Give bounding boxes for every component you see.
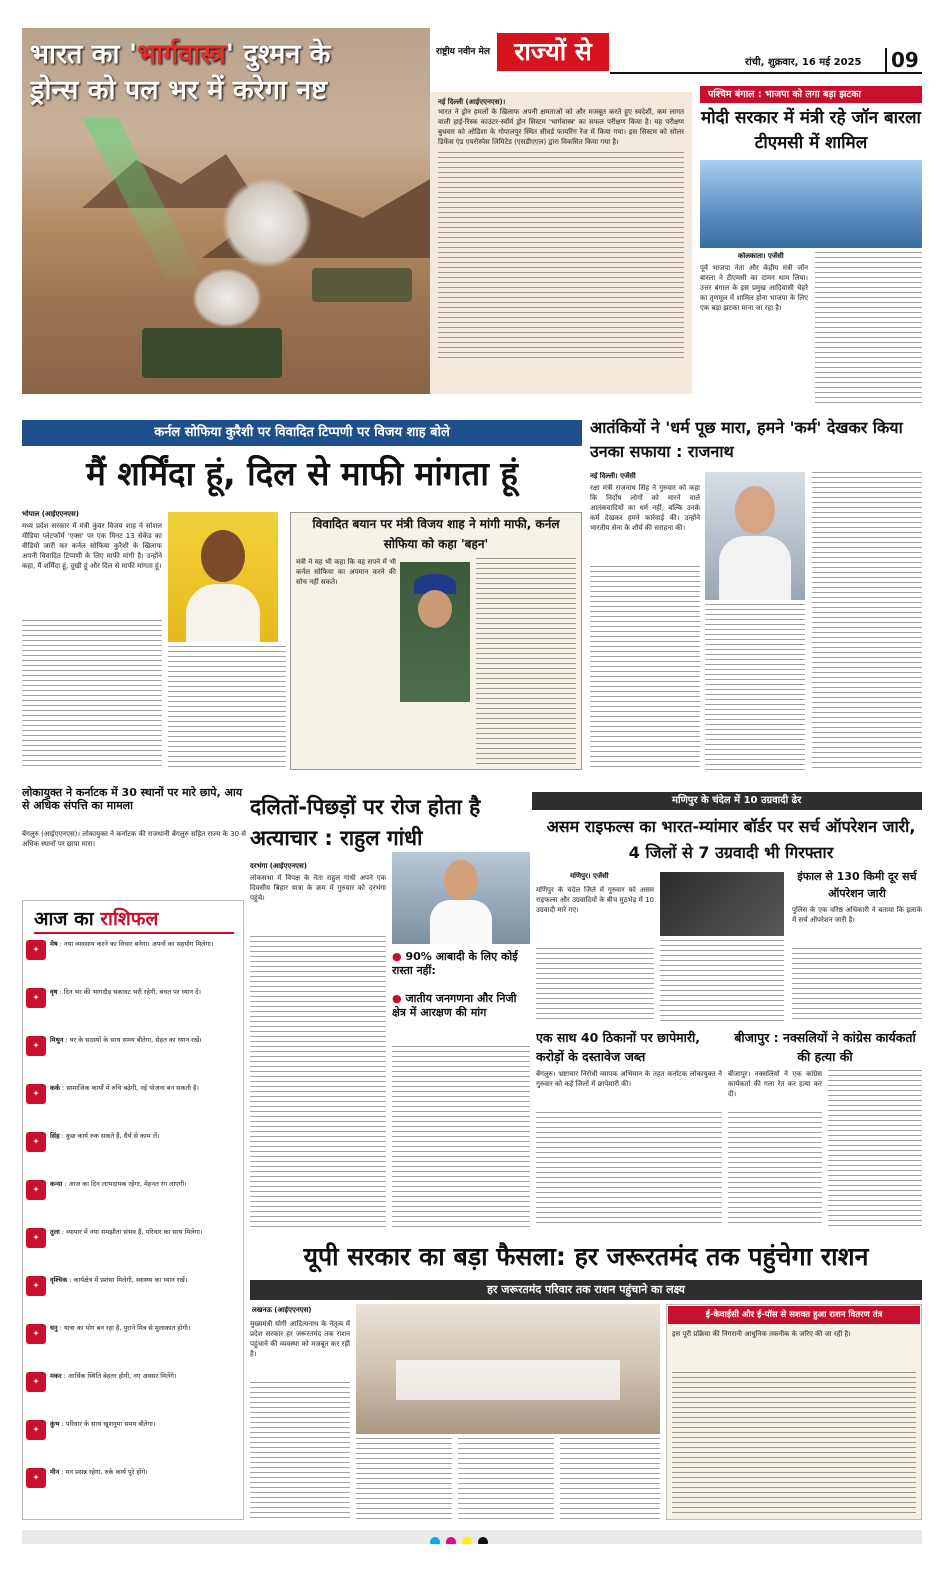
- rashi-text: परिवार के साथ खुशनुमा समय बीतेगा।: [65, 1420, 156, 1428]
- rashi-text: यात्रा का योग बन रहा है, पुराने मित्र से मुलाकात होगी।: [63, 1324, 191, 1332]
- shah-body-col2: [168, 646, 286, 770]
- karnataka-body: बेंगलुरु (आईएएनएस)। लोकायुक्त ने कर्नाटक की राजधानी बेंगलुरु सहित राज्य के 30 से अधिक स्थानों पर छापा मारा।: [22, 830, 246, 848]
- up-side-box-body: इस पूरी प्रक्रिया की निगरानी आधुनिक तकनीक के जरिए की जा रही है।: [672, 1330, 851, 1338]
- manipur-headline: असम राइफल्स का भारत-म्यांमार बॉर्डर पर सर्च ऑपरेशन जारी, 4 जिलों से 7 उग्रवादी भी गिरफ्तार: [546, 817, 916, 862]
- raids-body: बेंगलुरु। भ्रष्टाचार निरोधी व्यापक अभियान के तहत कर्नाटक लोकायुक्त ने गुरुवार को कई जिलों में छापेमारी की।: [536, 1070, 722, 1088]
- lead-headline-line2: ड्रोन्स को पल भर में करेगा नष्ट: [30, 75, 328, 106]
- rashi-row: मेष : नया व्यवसाय करने का विचार बनेगा। अपनों का सहयोग मिलेगा।: [50, 940, 214, 948]
- bengal-photo: [700, 160, 922, 248]
- shah-kicker: कर्नल सोफिया कुरैशी पर विवादित टिप्पणी पर विजय शाह बोले: [22, 420, 582, 446]
- rahul-bullet-2: ● जातीय जनगणना और निजी क्षेत्र में आरक्षण की मांग: [392, 992, 517, 1019]
- rashi-name: कर्क: [50, 1084, 60, 1092]
- rashi-text: व्यापार में नया समझौता संभव है, परिवार का साथ मिलेगा।: [66, 1228, 203, 1236]
- rashi-name: कुंभ: [50, 1420, 60, 1428]
- rashi-name: सिंह: [50, 1132, 60, 1140]
- vijay-shah-photo: [168, 512, 278, 642]
- raids-body-continued: [536, 1112, 722, 1226]
- rashi-text: मन प्रसन्न रहेगा, रुके कार्य पूरे होंगे।: [65, 1468, 148, 1476]
- rahul-body-col2: [392, 1046, 530, 1228]
- manipur-body: मणिपुर के चंदेल जिले में गुरुवार को असम राइफल्स और उग्रवादियों के बीच मुठभेड़ में 10 उग्रवादी मारे गए।: [536, 886, 654, 914]
- shah-inset-body-col3: [476, 558, 576, 764]
- lead-body-continued: [438, 152, 684, 362]
- up-side-box-title: ई-केवाईसी और ई-पॉस से सशक्त हुआ राशन वितरण तंत्र: [668, 1306, 920, 1324]
- manipur-soldier-photo: [660, 872, 784, 936]
- shah-inset-title: विवादित बयान पर मंत्री विजय शाह ने मांगी माफी, कर्नल सोफिया को कहा 'बहन': [312, 517, 560, 551]
- manipur-body-continued: [536, 948, 654, 1022]
- rashi-row: सिंह : कुछ कार्य रुक सकते हैं, धैर्य से काम लें।: [50, 1132, 160, 1140]
- rashi-icon: ✦: [26, 1372, 46, 1392]
- up-body-continued: [250, 1382, 350, 1520]
- rashi-row: कुंभ : परिवार के साथ खुशनुमा समय बीतेगा।: [50, 1420, 156, 1428]
- rashi-row: कर्क : सामाजिक कार्यों में रुचि बढ़ेगी, नई योजना बन सकती है।: [50, 1084, 199, 1092]
- rashi-text: कुछ कार्य रुक सकते हैं, धैर्य से काम लें।: [65, 1132, 160, 1140]
- rahul-headline: दलितों-पिछड़ों पर रोज होता है अत्याचार : राहुल गांधी: [250, 795, 481, 850]
- bengal-body-col2: [815, 252, 922, 404]
- rashi-text: नया व्यवसाय करने का विचार बनेगा। अपनों का सहयोग मिलेगा।: [63, 940, 214, 948]
- bengal-kicker: पश्चिम बंगाल : भाजपा को लगा बड़ा झटका: [700, 86, 922, 103]
- rashi-icon: ✦: [26, 1468, 46, 1488]
- shah-body-continued: [22, 620, 162, 770]
- up-meeting-photo: [356, 1304, 660, 1434]
- rashi-icon: ✦: [26, 1180, 46, 1200]
- section-label: राज्यों से: [497, 33, 609, 71]
- rashi-row: कन्या : आज का दिन लाभदायक रहेगा, मेहनत रंग लाएगी।: [50, 1180, 187, 1188]
- registration-dots: [430, 1532, 530, 1544]
- lead-headline: भारत का 'भार्गवास्त्र' दुश्मन के: [30, 39, 331, 70]
- lead-text-box: [430, 92, 692, 394]
- rahul-bullet-1: ● 90% आबादी के लिए कोई रास्ता नहीं:: [392, 950, 518, 977]
- rajnath-dateline: नई दिल्ली। एजेंसी: [590, 472, 636, 480]
- masthead-brand: राष्ट्रीय नवीन मेल: [436, 47, 490, 57]
- sofia-qureshi-photo: [400, 562, 470, 702]
- rashi-text: दिन भर की भागदौड़ थकावट भरी रहेगी, बचत पर ध्यान दें।: [63, 988, 202, 996]
- shah-inset-body: मंत्री ने यह भी कहा कि वह सपने में भी कर्नल सोफिया का अपमान करने की सोच नहीं सकते।: [296, 558, 396, 586]
- rajnath-body: रक्षा मंत्री राजनाथ सिंह ने गुरुवार को कहा कि निर्दोष लोगों को मारने वाले आतंकवादियों का धर्म नहीं, बल्कि उनके कर्म देखकर हमने कार्रवाई की। उन्होंने भारतीय सेना के शौर्य की सराहना की।: [590, 484, 700, 532]
- manipur-body-col2: [660, 940, 784, 1022]
- rashi-text: सामाजिक कार्यों में रुचि बढ़ेगी, नई योजना बन सकती है।: [66, 1084, 199, 1092]
- bengal-headline: मोदी सरकार में मंत्री रहे जॉन बारला टीएमसी में शामिल: [701, 108, 921, 153]
- shah-body: मध्य प्रदेश सरकार में मंत्री कुंवर विजय शाह ने सोशल मीडिया प्लेटफॉर्म 'एक्स' पर एक मिनट 13 सेकेंड का वीडियो जारी कर कर्नल सोफिया कुरैशी के खिलाफ अपनी विवादित टिप्पणी के लिए माफी मांगी है। उन्होंने कहा, मैं शर्मिंदा हूं, दुखी हूं और दिल से माफी मांगता हूं।: [22, 522, 162, 570]
- lead-dateline: नई दिल्ली (आईएएनएस)।: [438, 98, 506, 106]
- manipur-dateline: मणिपुर। एजेंसी: [570, 872, 609, 880]
- rashi-row: तुला : व्यापार में नया समझौता संभव है, परिवार का साथ मिलेगा।: [50, 1228, 203, 1236]
- bengal-body: पूर्व भाजपा नेता और केंद्रीय मंत्री जॉन बारला ने टीएमसी का दामन थाम लिया। उत्तर बंगाल के इस प्रमुख आदिवासी चेहरे का तृणमूल में शामिल होना भाजपा के लिए एक बड़ा झटका माना जा रहा है।: [700, 264, 808, 312]
- page-number: 09: [885, 48, 925, 72]
- rahul-body-continued: [250, 936, 386, 1228]
- rashi-name: तुला: [50, 1228, 60, 1236]
- lead-body: भारत ने ड्रोन हमलों के खिलाफ अपनी क्षमताओं को और मजबूत करते हुए स्वदेशी, कम लागत वाली हाई-रिस्क काउंटर-स्वॉर्म ड्रोन सिस्टम 'भार्गवास्त्र' का सफल परीक्षण किया है। यह परीक्षण बुधवार को ओडिशा के गोपालपुर स्थित सीवर्ड फायरिंग रेंज में किया गया। इस सिस्टम को सोलर डिफेंस एंड एयरोस्पेस लिमिटेड (एसडीएएल) द्वारा विकसित किया गया है।: [438, 107, 684, 146]
- manipur-side-body: पुलिस के एक वरिष्ठ अधिकारी ने बताया कि इलाके में सर्च ऑपरेशन जारी है।: [792, 906, 922, 924]
- up-dateline: लखनऊ (आईएएनएस): [252, 1306, 312, 1314]
- rashi-text: आर्थिक स्थिति बेहतर होगी, नए अवसर मिलेंगे।: [67, 1372, 177, 1380]
- karnataka-headline: लोकायुक्त ने कर्नाटक में 30 स्थानों पर मारे छापे, आय से अधिक संपत्ति का मामला: [22, 786, 243, 812]
- rashi-name: कन्या: [50, 1180, 63, 1188]
- bengal-dateline: कोलकाता। एजेंसी: [738, 252, 784, 260]
- rajnath-headline: आतंकियों ने 'धर्म पूछ मारा, हमने 'कर्म' देखकर किया उनका सफाया : राजनाथ: [590, 418, 903, 461]
- raids-headline: एक साथ 40 ठिकानों पर छापेमारी, करोड़ों के दस्तावेज जब्त: [536, 1030, 700, 1064]
- rahul-dateline: दरभंगा (आईएएनएस): [250, 862, 307, 870]
- rashi-icon: ✦: [26, 988, 46, 1008]
- rashi-icon: ✦: [26, 1084, 46, 1104]
- shah-headline: मैं शर्मिंदा हूं, दिल से माफी मांगता हूं: [86, 454, 518, 493]
- manipur-side-body-continued: [792, 948, 922, 1022]
- bijapur-body: बीजापुर। नक्सलियों ने एक कांग्रेस कार्यकर्ता की गला रेत कर हत्या कर दी।: [728, 1070, 822, 1098]
- rajnath-body-col3: [812, 472, 922, 770]
- dateline-header: रांची, शुक्रवार, 16 मई 2025: [745, 57, 862, 68]
- bijapur-headline: बीजापुर : नक्सलियों ने कांग्रेस कार्यकर्ता की हत्या की: [734, 1030, 916, 1064]
- up-body-col4: [560, 1438, 660, 1520]
- rashi-row: मीन : मन प्रसन्न रहेगा, रुके कार्य पूरे होंगे।: [50, 1468, 148, 1476]
- rashi-icon: ✦: [26, 1276, 46, 1296]
- up-body: मुख्यमंत्री योगी आदित्यनाथ के नेतृत्व में प्रदेश सरकार हर जरूरतमंद तक राशन पहुंचाने की व्यवस्था को मजबूत कर रही है।: [250, 1320, 350, 1358]
- rashifal-title: आज का राशिफल: [34, 904, 234, 934]
- rashi-row: वृश्चिक : कार्यक्षेत्र में प्रशंसा मिलेगी, स्वास्थ्य का ध्यान रखें।: [50, 1276, 188, 1284]
- rashi-row: धनु : यात्रा का योग बन रहा है, पुराने मित्र से मुलाकात होगी।: [50, 1324, 191, 1332]
- bijapur-body-col2: [828, 1070, 922, 1226]
- rashi-icon: ✦: [26, 1036, 46, 1056]
- rashi-text: आज का दिन लाभदायक रहेगा, मेहनत रंग लाएगी।: [68, 1180, 187, 1188]
- up-headline: यूपी सरकार का बड़ा फैसला: हर जरूरतमंद तक पहुंचेगा राशन: [303, 1242, 869, 1271]
- rashi-name: मकर: [50, 1372, 62, 1380]
- rashi-row: मकर : आर्थिक स्थिति बेहतर होगी, नए अवसर मिलेंगे।: [50, 1372, 177, 1380]
- rashi-name: मीन: [50, 1468, 60, 1476]
- rashi-row: मिथुन : घर के सदस्यों के साथ समय बीतेगा, सेहत का ध्यान रखें।: [50, 1036, 202, 1044]
- rashi-icon: ✦: [26, 940, 46, 960]
- rashi-icon: ✦: [26, 1420, 46, 1440]
- rahul-gandhi-photo: [392, 852, 530, 944]
- rashi-name: मेष: [50, 940, 58, 948]
- bijapur-body-continued: [728, 1112, 822, 1226]
- manipur-side-headline: इंफाल से 130 किमी दूर सर्च ऑपरेशन जारी: [797, 870, 917, 900]
- rashi-name: मिथुन: [50, 1036, 64, 1044]
- rajnath-photo: [705, 472, 805, 600]
- up-body-col2: [356, 1438, 452, 1520]
- rashi-text: कार्यक्षेत्र में प्रशंसा मिलेगी, स्वास्थ्य का ध्यान रखें।: [73, 1276, 188, 1284]
- header-rule: [610, 72, 922, 74]
- up-subhead: हर जरूरतमंद परिवार तक राशन पहुंचाने का लक्ष्य: [250, 1280, 922, 1300]
- rashi-name: वृष: [50, 988, 58, 996]
- rashi-row: वृष : दिन भर की भागदौड़ थकावट भरी रहेगी, बचत पर ध्यान दें।: [50, 988, 202, 996]
- rashi-name: धनु: [50, 1324, 58, 1332]
- up-body-col3: [458, 1438, 554, 1520]
- rashi-icon: ✦: [26, 1132, 46, 1152]
- rashi-text: घर के सदस्यों के साथ समय बीतेगा, सेहत का ध्यान रखें।: [69, 1036, 202, 1044]
- manipur-kicker: मणिपुर के चंदेल में 10 उग्रवादी ढेर: [532, 792, 922, 810]
- shah-dateline: भोपाल (आईएएनएस): [22, 510, 79, 518]
- up-side-box-continued: [672, 1372, 916, 1516]
- rashi-icon: ✦: [26, 1324, 46, 1344]
- rahul-body: लोकसभा में विपक्ष के नेता राहुल गांधी अपने एक दिवसीय बिहार यात्रा के क्रम में गुरुवार को दरभंगा पहुंचे।: [250, 874, 386, 902]
- rajnath-body-continued: [590, 566, 700, 770]
- rashi-name: वृश्चिक: [50, 1276, 68, 1284]
- rajnath-body-col2: [705, 604, 805, 770]
- rashi-icon: ✦: [26, 1228, 46, 1248]
